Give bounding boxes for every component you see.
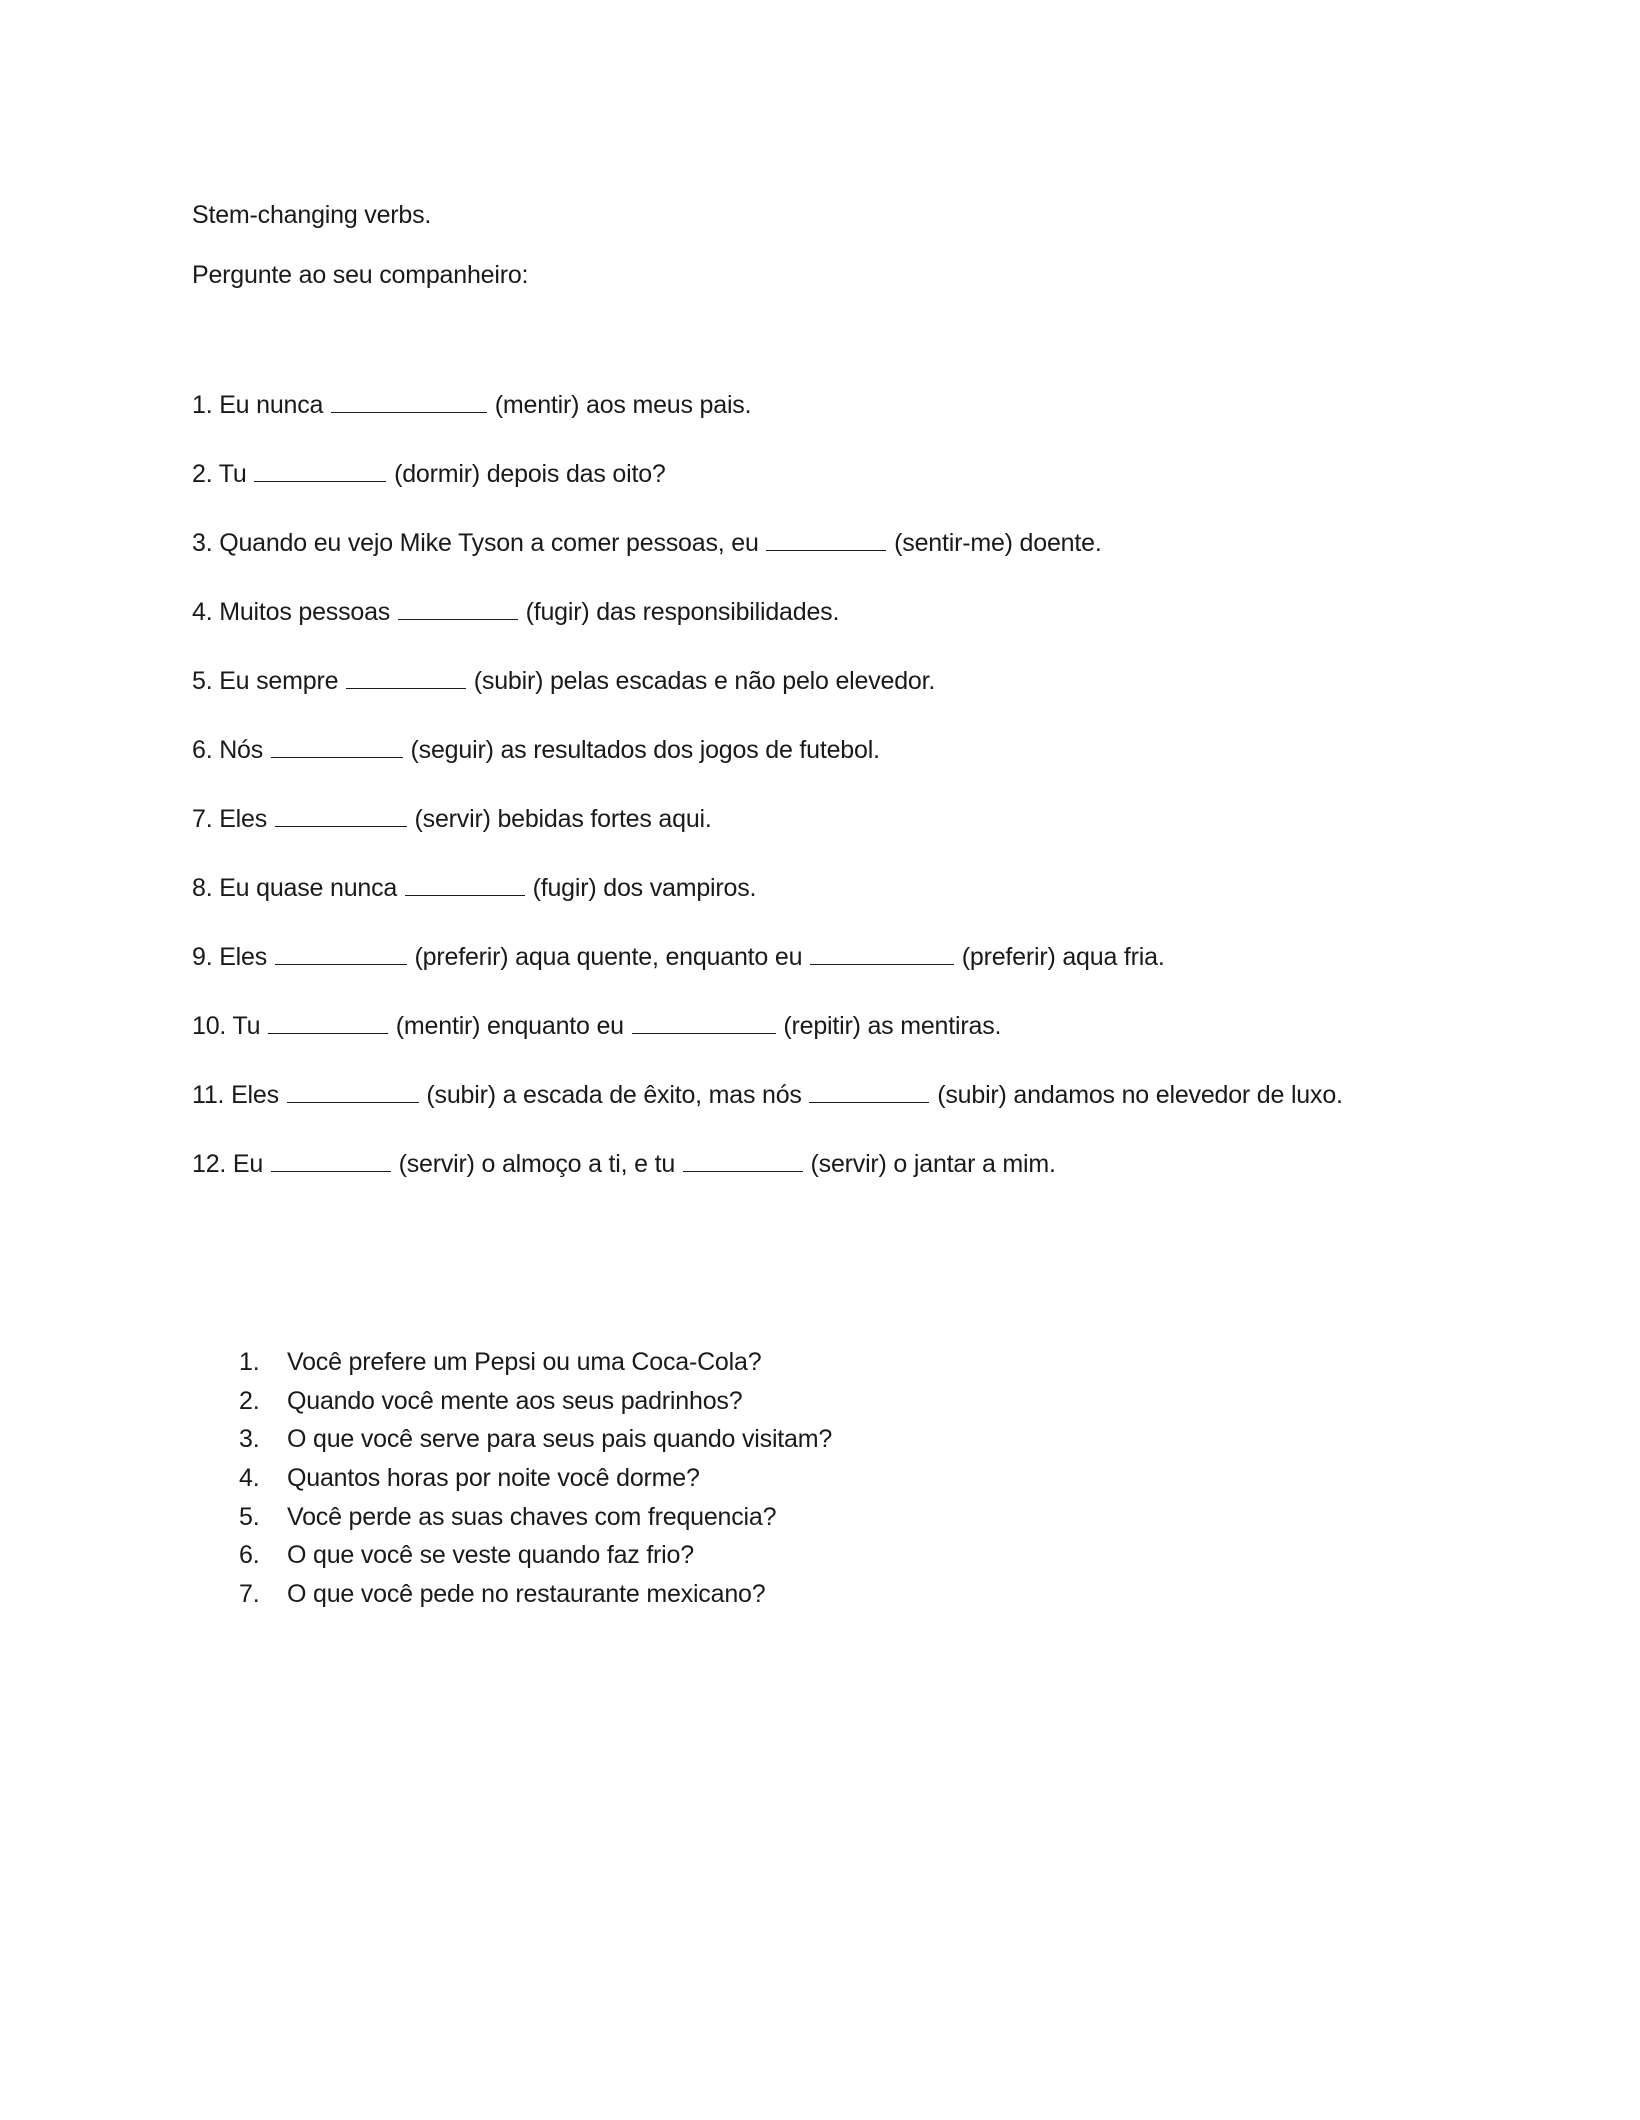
answer-blank: [271, 1149, 391, 1172]
exercise-text: Eles: [219, 943, 274, 971]
exercise-item: [192, 869, 1492, 938]
answer-blank: [275, 942, 407, 965]
exercise-item: [192, 731, 1492, 800]
exercise-text: Nós: [219, 736, 270, 764]
question-text: Você perde as suas chaves com frequencia?: [287, 1502, 777, 1531]
question-text: Quando você mente aos seus padrinhos?: [287, 1386, 743, 1415]
exercise-text: (subir) andamos no elevedor de luxo.: [930, 1081, 1343, 1109]
exercise-text: Eu sempre: [219, 667, 346, 695]
exercise-text: Eles: [219, 805, 274, 833]
exercise-item: [192, 938, 1492, 1007]
exercise-text: Quando eu vejo Mike Tyson a comer pessoas, eu: [219, 529, 766, 557]
exercise-text: (fugir) das responsibilidades.: [518, 598, 840, 626]
question-item: [192, 1498, 1492, 1537]
question-number: 5.: [239, 1502, 260, 1531]
question-number: 1.: [239, 1348, 260, 1376]
question-list: [192, 1343, 1492, 1614]
exercise-item: [192, 524, 1492, 593]
question-number: 7.: [239, 1580, 260, 1609]
answer-blank: [346, 666, 466, 689]
answer-blank: [268, 1011, 388, 1034]
exercise-text: Tu: [232, 1012, 268, 1040]
exercise-text: (preferir) aqua quente, enquanto eu: [407, 943, 810, 971]
page-content: [192, 196, 1492, 1614]
exercise-text: (servir) bebidas fortes aqui.: [407, 805, 712, 833]
exercise-number: 12.: [192, 1150, 227, 1178]
question-item: [192, 1420, 1492, 1459]
exercise-text: (dormir) depois das oito?: [387, 460, 666, 488]
exercise-text: (subir) pelas escadas e não pelo elevedor.: [467, 667, 936, 695]
exercise-number: 10.: [192, 1012, 227, 1040]
exercise-text: (subir) a escada de êxito, mas nós: [419, 1081, 809, 1109]
exercise-number: 7.: [192, 805, 213, 833]
exercise-text: (preferir) aqua fria.: [955, 943, 1165, 971]
exercise-item: [192, 1145, 1492, 1214]
exercise-number: 4.: [192, 598, 213, 626]
question-number: 3.: [239, 1425, 260, 1454]
question-item: [192, 1575, 1492, 1614]
exercise-text: Eu nunca: [219, 391, 330, 419]
exercise-text: (servir) o jantar a mim.: [803, 1150, 1056, 1178]
question-text: Você prefere um Pepsi ou uma Coca-Cola?: [287, 1348, 762, 1376]
exercise-text: (repitir) as mentiras.: [776, 1012, 1002, 1040]
document-title: Stem-changing verbs.: [192, 201, 432, 229]
answer-blank: [254, 459, 386, 482]
exercise-text: (mentir) enquanto eu: [389, 1012, 631, 1040]
exercise-text: (sentir-me) doente.: [887, 529, 1102, 557]
question-item: [192, 1343, 1492, 1382]
answer-blank: [275, 804, 407, 827]
question-number: 4.: [239, 1464, 260, 1493]
question-number: 2.: [239, 1386, 260, 1415]
question-item: [192, 1459, 1492, 1498]
exercise-number: 1.: [192, 391, 213, 419]
question-text: Quantos horas por noite você dorme?: [287, 1464, 700, 1493]
answer-blank: [398, 597, 518, 620]
question-text: O que você pede no restaurante mexicano?: [287, 1580, 766, 1609]
exercise-text: Tu: [218, 460, 254, 488]
exercise-number: 11.: [192, 1081, 225, 1109]
exercise-text: Eles: [231, 1081, 286, 1109]
question-item: [192, 1536, 1492, 1575]
exercise-text: (fugir) dos vampiros.: [525, 874, 757, 902]
exercise-text: Eu: [232, 1150, 270, 1178]
exercise-item: [192, 662, 1492, 731]
answer-blank: [766, 528, 886, 551]
answer-blank: [287, 1080, 419, 1103]
question-text: O que você serve para seus pais quando visitam?: [287, 1425, 833, 1454]
exercise-item: [192, 386, 1492, 455]
exercise-list: [192, 386, 1492, 1214]
exercise-text: (seguir) as resultados dos jogos de futebol.: [403, 736, 880, 764]
exercise-item: [192, 455, 1492, 524]
exercise-text: (mentir) aos meus pais.: [488, 391, 752, 419]
exercise-text: Eu quase nunca: [219, 874, 404, 902]
answer-blank: [809, 1080, 929, 1103]
answer-blank: [632, 1011, 776, 1034]
exercise-number: 8.: [192, 874, 213, 902]
exercise-number: 5.: [192, 667, 213, 695]
answer-blank: [331, 390, 487, 413]
question-item: [192, 1382, 1492, 1421]
exercise-text: Muitos pessoas: [219, 598, 397, 626]
exercise-text: (servir) o almoço a ti, e tu: [391, 1150, 682, 1178]
question-text: O que você se veste quando faz frio?: [287, 1541, 694, 1570]
answer-blank: [683, 1149, 803, 1172]
exercise-item: [192, 593, 1492, 662]
exercise-number: 3.: [192, 529, 213, 557]
exercise-number: 2.: [192, 460, 213, 488]
instruction-text: Pergunte ao seu companheiro:: [192, 261, 529, 289]
question-number: 6.: [239, 1541, 260, 1570]
exercise-number: 9.: [192, 943, 213, 971]
answer-blank: [810, 942, 954, 965]
exercise-item: [192, 1007, 1492, 1076]
answer-blank: [271, 735, 403, 758]
exercise-item: [192, 1076, 1492, 1145]
answer-blank: [405, 873, 525, 896]
exercise-number: 6.: [192, 736, 213, 764]
exercise-item: [192, 800, 1492, 869]
